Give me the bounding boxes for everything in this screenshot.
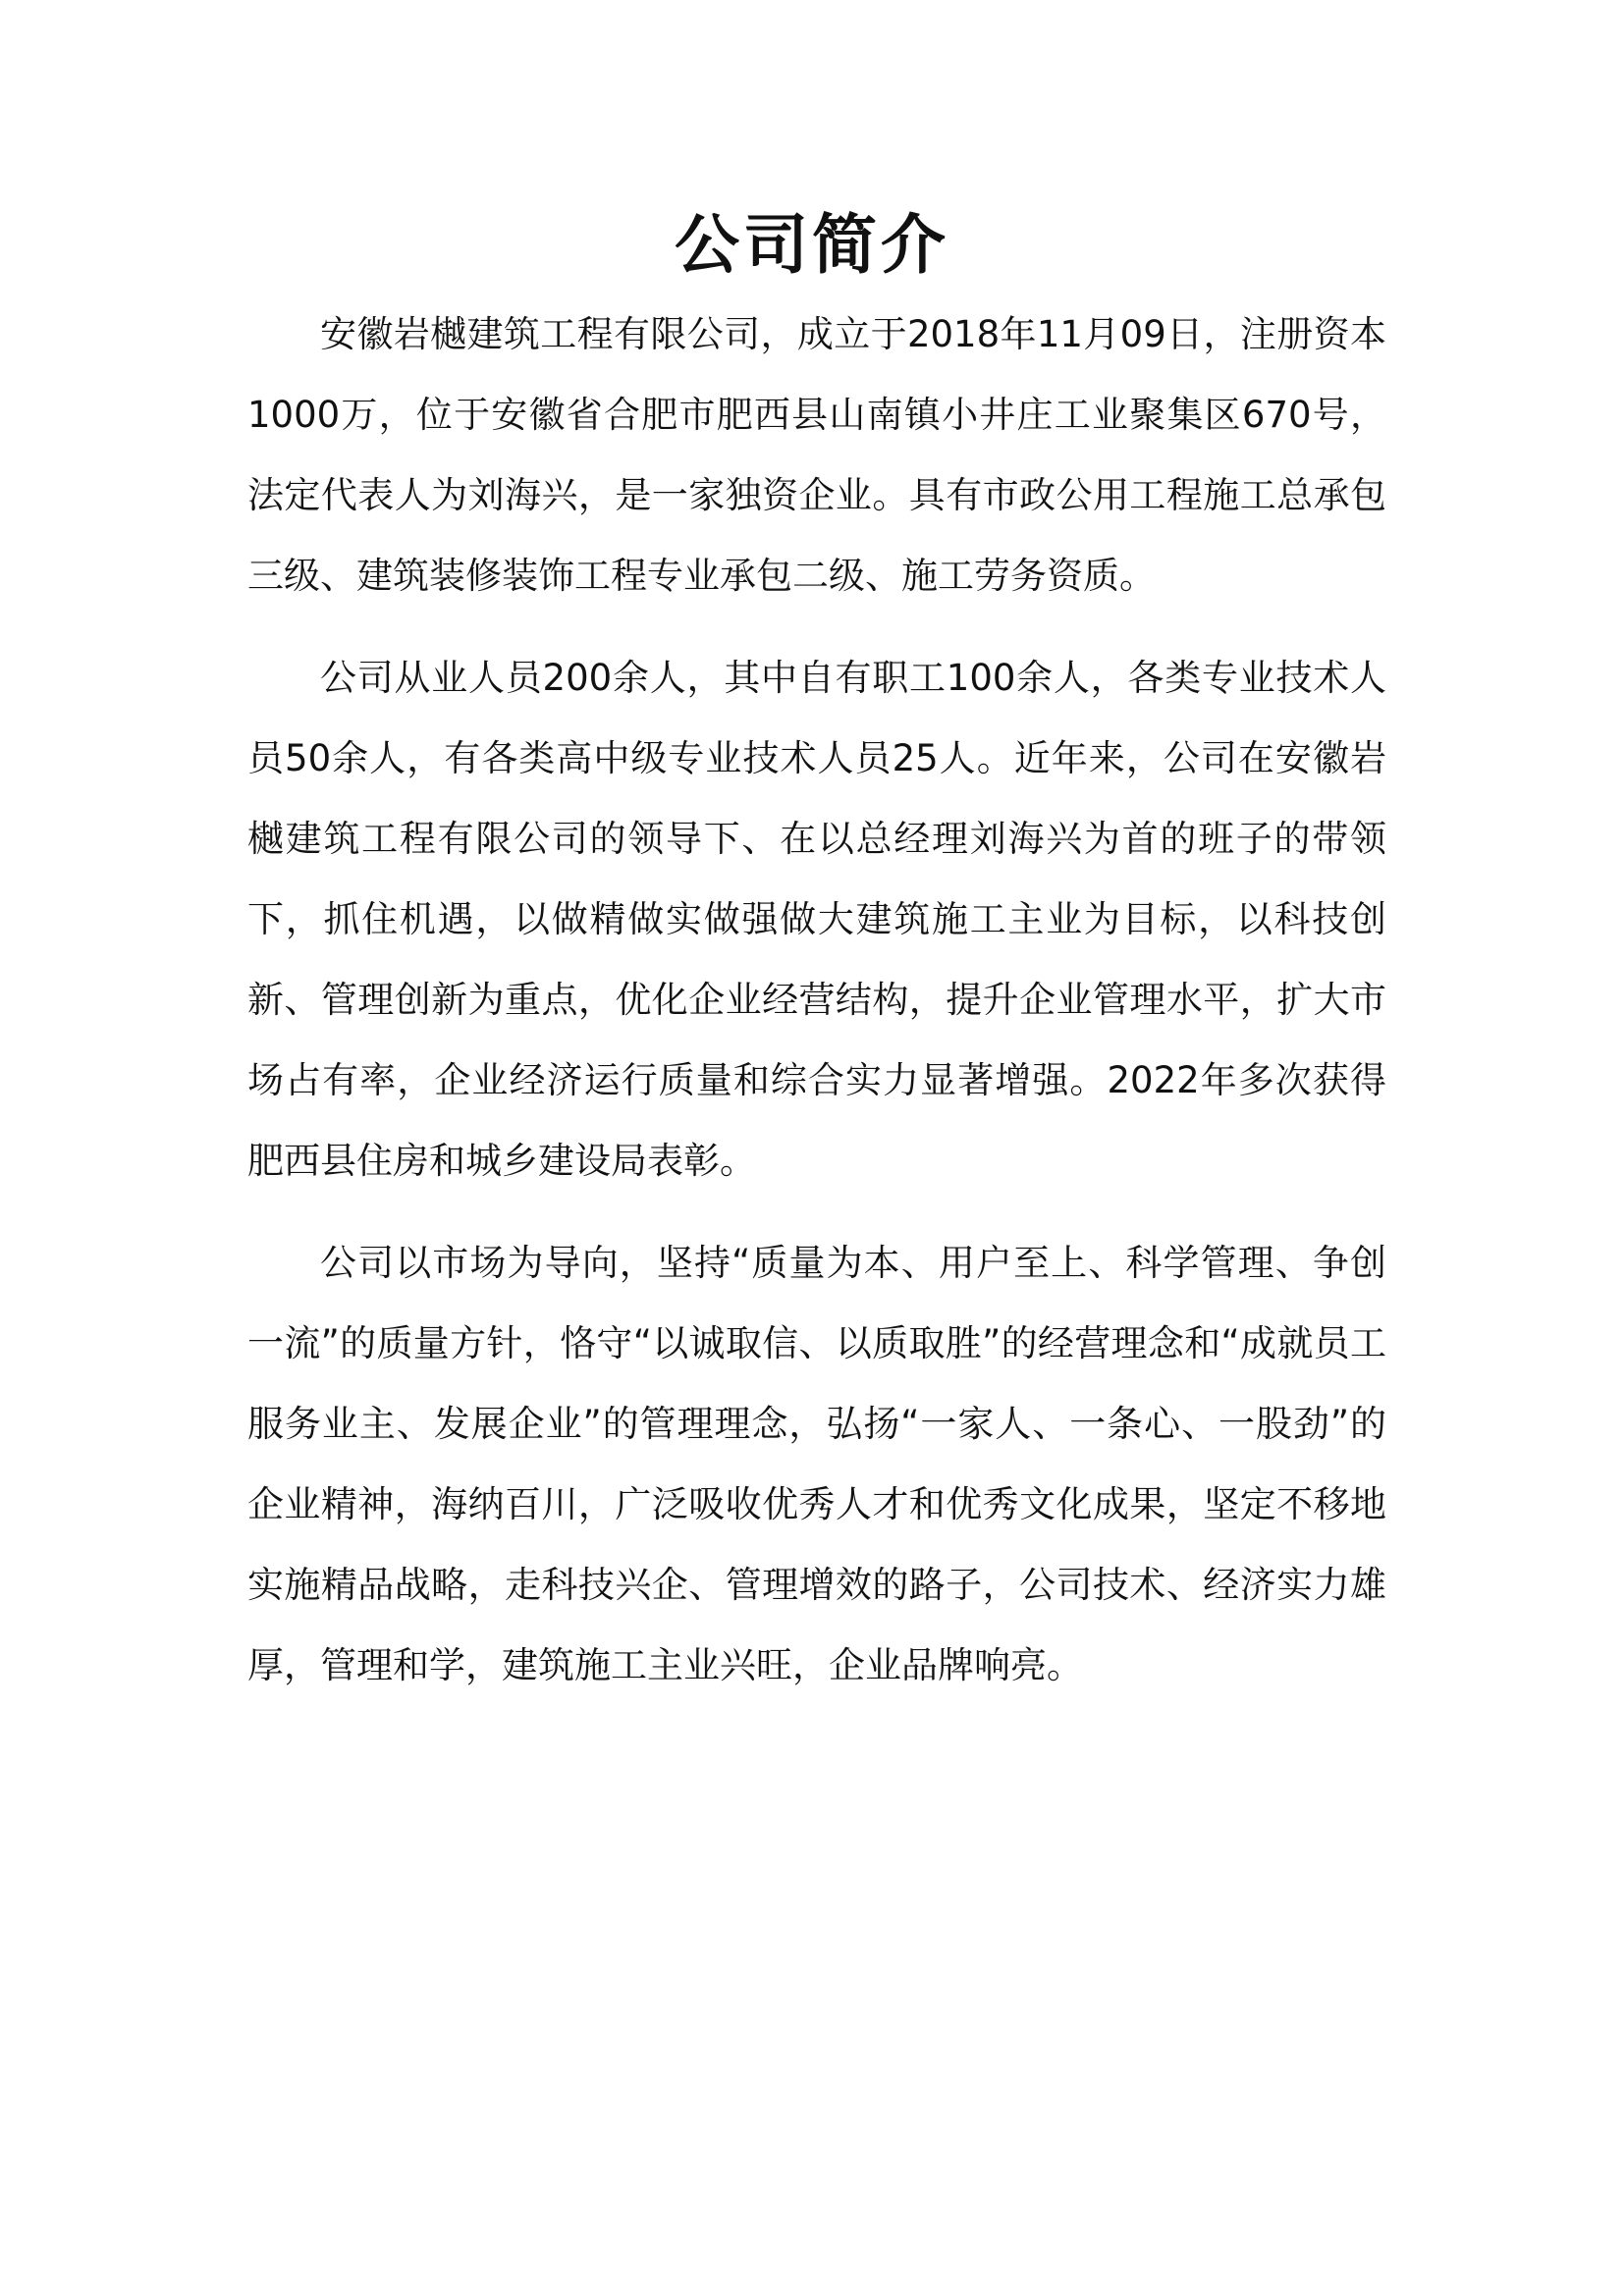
document-body xyxy=(247,294,1386,1728)
page-title: 公司简介 xyxy=(675,207,949,283)
paragraph-company-overview: 安徽岩樾建筑工程有限公司，成立于2018年11月09日，注册资本1000万，位于安徽省合肥市肥西县山南镇小井庄工业聚集区670号，法定代表人为刘海兴，是一家独资企业。具有市政公用工程施工总承包三级、建筑装修装饰工程专业承包二级、施工劳务资质。 xyxy=(247,313,1386,597)
paragraph-staff-and-development: 公司从业人员200余人，其中自有职工100余人，各类专业技术人员50余人，有各类高中级专业技术人员25人。近年来，公司在安徽岩樾建筑工程有限公司的领导下、在以总经理刘海兴为首的班子的带领下，抓住机遇，以做精做实做强做大建筑施工主业为目标，以科技创新、管理创新为重点，优化企业经营结构，提升企业管理水平，扩大市场占有率，企业经济运行质量和综合实力显著增强。2022年多次获得肥西县住房和城乡建设局表彰。 xyxy=(247,657,1386,1182)
paragraph-philosophy: 公司以市场为导向，坚持“质量为本、用户至上、科学管理、争创一流”的质量方针，恪守“以诚取信、以质取胜”的经营理念和“成就员工服务业主、发展企业”的管理理念，弘扬“一家人、一条心、一股劲”的企业精神，海纳百川，广泛吸收优秀人才和优秀文化成果，坚定不移地实施精品战略，走科技兴企、管理增效的路子，公司技术、经济实力雄厚，管理和学，建筑施工主业兴旺，企业品牌响亮。 xyxy=(247,1242,1386,1686)
